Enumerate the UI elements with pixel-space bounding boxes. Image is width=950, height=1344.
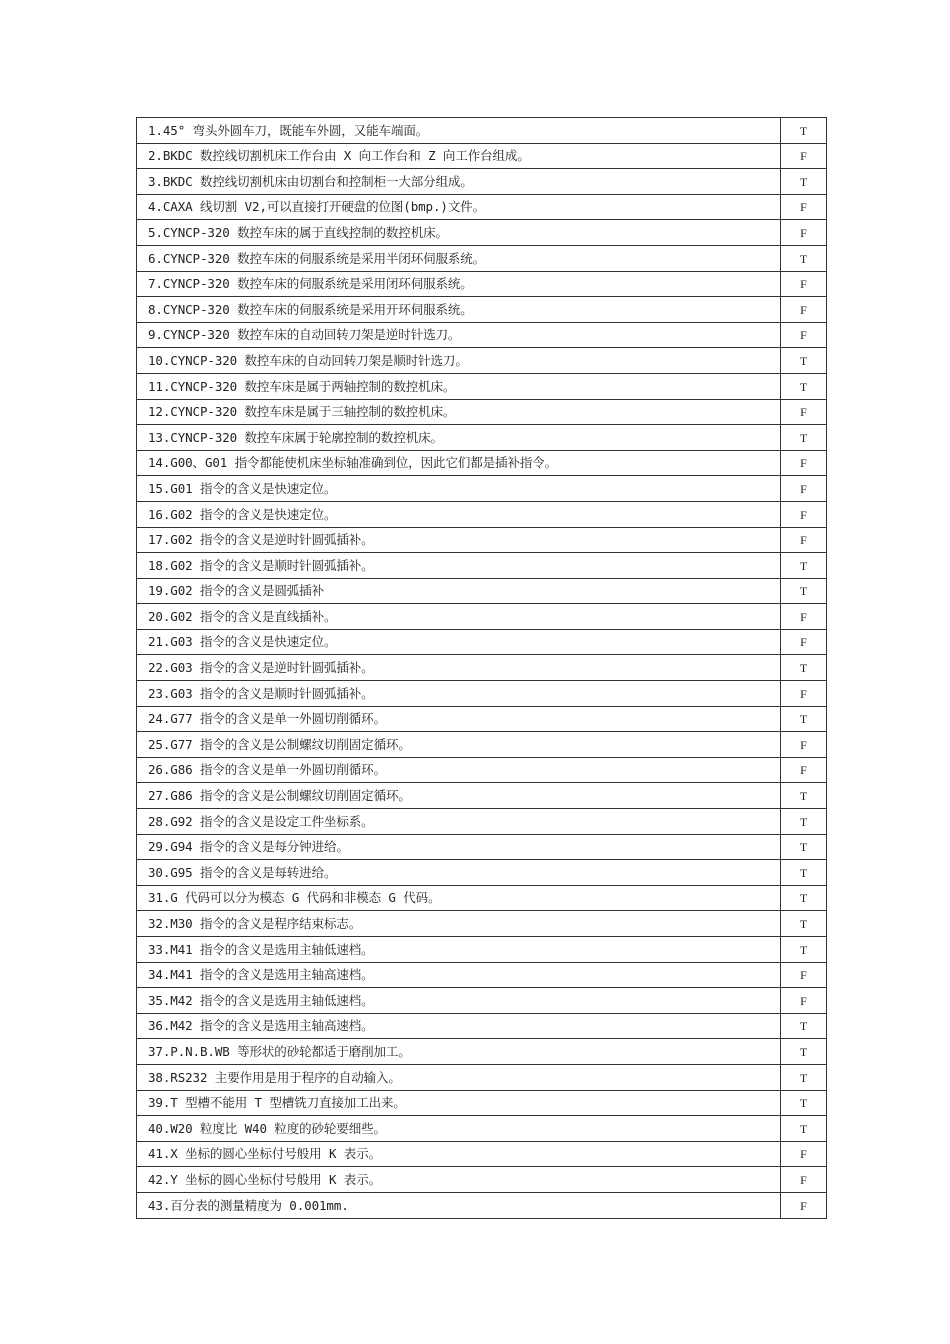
question-text: 21.G03 指令的含义是快速定位。 <box>137 629 781 655</box>
question-text: 40.W20 粒度比 W40 粒度的砂轮要细些。 <box>137 1116 781 1142</box>
question-text: 25.G77 指令的含义是公制螺纹切削固定循环。 <box>137 732 781 758</box>
question-text: 27.G86 指令的含义是公制螺纹切削固定循环。 <box>137 783 781 809</box>
question-text: 24.G77 指令的含义是单一外圆切削循环。 <box>137 706 781 732</box>
answer-cell: F <box>781 988 827 1014</box>
question-row <box>137 143 827 169</box>
answer-cell: F <box>781 962 827 988</box>
question-text: 17.G02 指令的含义是逆时针圆弧插补。 <box>137 527 781 553</box>
answer-cell: T <box>781 425 827 451</box>
answer-cell: F <box>781 220 827 246</box>
question-text: 20.G02 指令的含义是直线插补。 <box>137 604 781 630</box>
question-text: 26.G86 指令的含义是单一外圆切削循环。 <box>137 757 781 783</box>
answer-cell: T <box>781 885 827 911</box>
true-false-question-table <box>136 117 827 1219</box>
answer-cell: F <box>781 1141 827 1167</box>
answer-cell: T <box>781 118 827 144</box>
answer-cell: F <box>781 450 827 476</box>
question-row <box>137 1039 827 1065</box>
answer-cell: F <box>781 297 827 323</box>
question-text: 35.M42 指令的含义是选用主轴低速档。 <box>137 988 781 1014</box>
answer-cell: F <box>781 527 827 553</box>
answer-cell: T <box>781 834 827 860</box>
question-row <box>137 348 827 374</box>
answer-cell: T <box>781 553 827 579</box>
answer-cell: T <box>781 937 827 963</box>
answer-cell: T <box>781 578 827 604</box>
answer-cell: T <box>781 169 827 195</box>
answer-cell: T <box>781 655 827 681</box>
question-row <box>137 604 827 630</box>
question-text: 18.G02 指令的含义是顺时针圆弧插补。 <box>137 553 781 579</box>
question-text: 34.M41 指令的含义是选用主轴高速档。 <box>137 962 781 988</box>
question-row <box>137 809 827 835</box>
question-text: 32.M30 指令的含义是程序结束标志。 <box>137 911 781 937</box>
answer-cell: T <box>781 373 827 399</box>
question-row <box>137 1116 827 1142</box>
question-row <box>137 1192 827 1218</box>
question-row <box>137 553 827 579</box>
answer-cell: F <box>781 194 827 220</box>
question-text: 29.G94 指令的含义是每分钟进给。 <box>137 834 781 860</box>
answer-cell: F <box>781 629 827 655</box>
question-row <box>137 1064 827 1090</box>
answer-cell: T <box>781 1090 827 1116</box>
question-row <box>137 1167 827 1193</box>
question-row <box>137 399 827 425</box>
question-row <box>137 757 827 783</box>
question-text: 22.G03 指令的含义是逆时针圆弧插补。 <box>137 655 781 681</box>
answer-cell: F <box>781 757 827 783</box>
answer-cell: T <box>781 783 827 809</box>
question-row <box>137 322 827 348</box>
question-text: 9.CYNCP-320 数控车床的自动回转刀架是逆时针选刀。 <box>137 322 781 348</box>
answer-cell: T <box>781 245 827 271</box>
question-row <box>137 245 827 271</box>
question-text: 13.CYNCP-320 数控车床属于轮廓控制的数控机床。 <box>137 425 781 451</box>
answer-cell: T <box>781 809 827 835</box>
question-text: 5.CYNCP-320 数控车床的属于直线控制的数控机床。 <box>137 220 781 246</box>
answer-cell: F <box>781 1192 827 1218</box>
answer-cell: F <box>781 322 827 348</box>
question-row <box>137 860 827 886</box>
question-text: 19.G02 指令的含义是圆弧插补 <box>137 578 781 604</box>
question-row <box>137 629 827 655</box>
question-text: 37.P.N.B.WB 等形状的砂轮都适于磨削加工。 <box>137 1039 781 1065</box>
question-text: 16.G02 指令的含义是快速定位。 <box>137 501 781 527</box>
question-text: 43.百分表的测量精度为 0.001mm. <box>137 1192 781 1218</box>
question-row <box>137 501 827 527</box>
answer-cell: F <box>781 143 827 169</box>
answer-cell: T <box>781 348 827 374</box>
answer-cell: F <box>781 681 827 707</box>
question-text: 10.CYNCP-320 数控车床的自动回转刀架是顺时针选刀。 <box>137 348 781 374</box>
question-table-body <box>137 118 827 1219</box>
question-text: 2.BKDC 数控线切割机床工作台由 X 向工作台和 Z 向工作台组成。 <box>137 143 781 169</box>
question-text: 36.M42 指令的含义是选用主轴高速档。 <box>137 1013 781 1039</box>
question-row <box>137 783 827 809</box>
question-row <box>137 1013 827 1039</box>
question-row <box>137 681 827 707</box>
question-text: 31.G 代码可以分为模态 G 代码和非模态 G 代码。 <box>137 885 781 911</box>
question-text: 28.G92 指令的含义是设定工件坐标系。 <box>137 809 781 835</box>
answer-cell: F <box>781 604 827 630</box>
answer-cell: F <box>781 501 827 527</box>
question-text: 3.BKDC 数控线切割机床由切割台和控制柜一大部分组成。 <box>137 169 781 195</box>
answer-cell: T <box>781 1039 827 1065</box>
question-text: 39.T 型槽不能用 T 型槽铣刀直接加工出来。 <box>137 1090 781 1116</box>
question-row <box>137 118 827 144</box>
question-text: 11.CYNCP-320 数控车床是属于两轴控制的数控机床。 <box>137 373 781 399</box>
question-row <box>137 373 827 399</box>
question-row <box>137 962 827 988</box>
question-row <box>137 885 827 911</box>
answer-cell: T <box>781 1013 827 1039</box>
question-text: 15.G01 指令的含义是快速定位。 <box>137 476 781 502</box>
answer-cell: T <box>781 1064 827 1090</box>
question-row <box>137 169 827 195</box>
question-row <box>137 1090 827 1116</box>
answer-cell: F <box>781 399 827 425</box>
question-text: 42.Y 坐标的圆心坐标付号般用 K 表示。 <box>137 1167 781 1193</box>
question-text: 41.X 坐标的圆心坐标付号般用 K 表示。 <box>137 1141 781 1167</box>
question-text: 23.G03 指令的含义是顺时针圆弧插补。 <box>137 681 781 707</box>
answer-cell: F <box>781 271 827 297</box>
question-row <box>137 527 827 553</box>
question-row <box>137 988 827 1014</box>
question-text: 12.CYNCP-320 数控车床是属于三轴控制的数控机床。 <box>137 399 781 425</box>
answer-cell: T <box>781 706 827 732</box>
question-row <box>137 271 827 297</box>
question-row <box>137 194 827 220</box>
question-text: 33.M41 指令的含义是选用主轴低速档。 <box>137 937 781 963</box>
answer-cell: F <box>781 732 827 758</box>
question-row <box>137 834 827 860</box>
question-row <box>137 937 827 963</box>
question-text: 30.G95 指令的含义是每转进给。 <box>137 860 781 886</box>
question-text: 7.CYNCP-320 数控车床的伺服系统是采用闭环伺服系统。 <box>137 271 781 297</box>
question-row <box>137 706 827 732</box>
question-text: 8.CYNCP-320 数控车床的伺服系统是采用开环伺服系统。 <box>137 297 781 323</box>
question-text: 4.CAXA 线切割 V2,可以直接打开硬盘的位图(bmp.)文件。 <box>137 194 781 220</box>
question-row <box>137 220 827 246</box>
question-row <box>137 476 827 502</box>
question-text: 6.CYNCP-320 数控车床的伺服系统是采用半闭环伺服系统。 <box>137 245 781 271</box>
answer-cell: F <box>781 476 827 502</box>
question-text: 14.G00、G01 指令都能使机床坐标轴准确到位，因此它们都是插补指令。 <box>137 450 781 476</box>
answer-cell: T <box>781 860 827 886</box>
answer-cell: T <box>781 1116 827 1142</box>
question-row <box>137 450 827 476</box>
question-row <box>137 655 827 681</box>
answer-cell: T <box>781 911 827 937</box>
question-row <box>137 911 827 937</box>
answer-cell: F <box>781 1167 827 1193</box>
question-row <box>137 732 827 758</box>
question-text: 1.45° 弯头外圆车刀，既能车外圆，又能车端面。 <box>137 118 781 144</box>
question-row <box>137 425 827 451</box>
question-row <box>137 297 827 323</box>
question-text: 38.RS232 主要作用是用于程序的自动输入。 <box>137 1064 781 1090</box>
question-row <box>137 578 827 604</box>
question-row <box>137 1141 827 1167</box>
